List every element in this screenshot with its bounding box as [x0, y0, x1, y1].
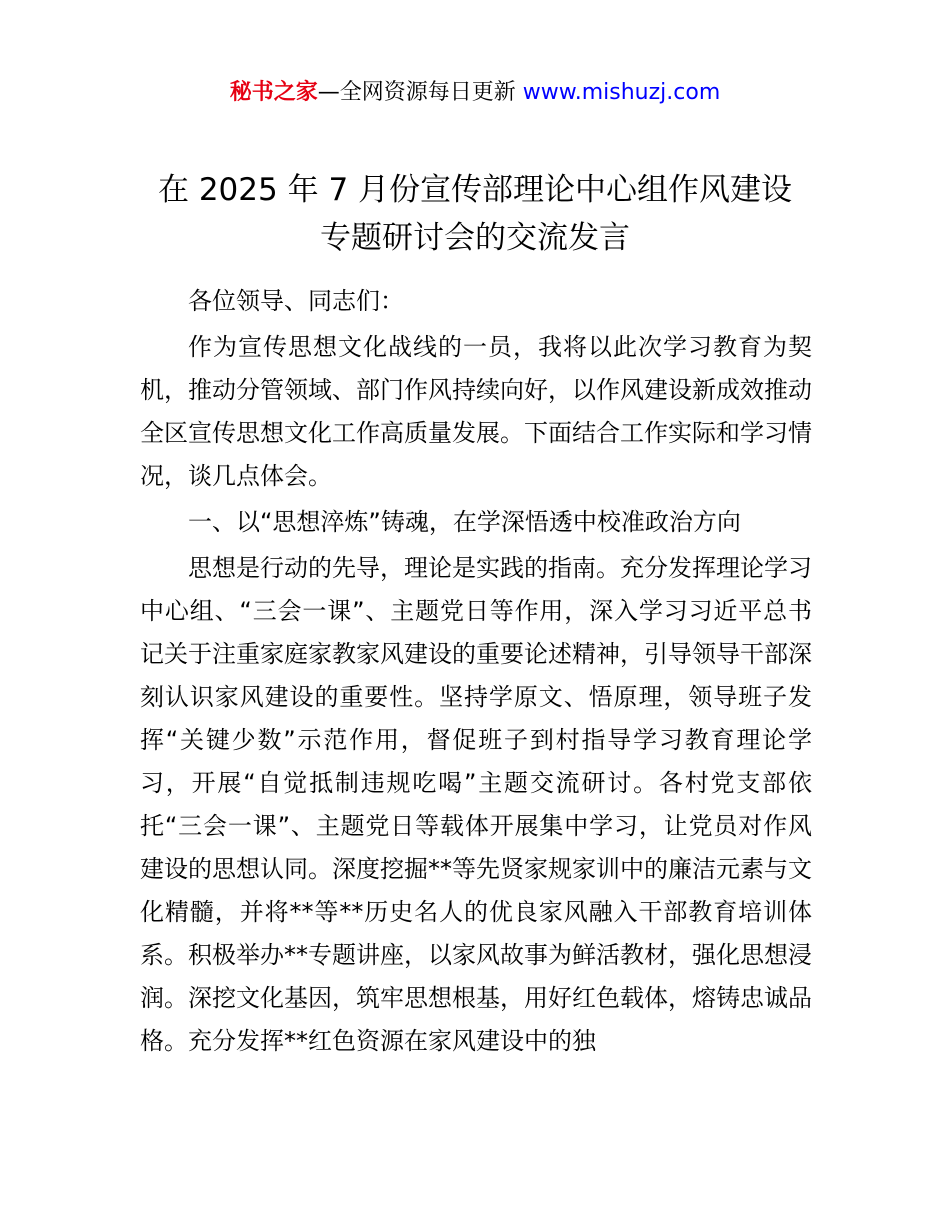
- site-tagline: —全网资源每日更新: [317, 80, 516, 105]
- section-1-heading: 一、以“思想淬炼”铸魂，在学深悟透中校准政治方向: [188, 508, 741, 536]
- salutation: 各位领导、同志们：: [188, 287, 404, 315]
- site-header: [0, 78, 950, 108]
- document-body: [140, 280, 812, 1066]
- title-line-1: 在 2025 年 7 月份宣传部理论中心组作风建设: [157, 172, 793, 208]
- section-1-paragraph: 思想是行动的先导，理论是实践的指南。充分发挥理论学习中心组、“三会一课”、主题党日等作用，深入学习习近平总书记关于注重家庭家教家风建设的重要论述精神，引导领导干部深刻认识家风建设的重要性。坚持学原文、悟原理，领导班子发挥“关键少数”示范作用，督促班子到村指导学习教育理论学习，开展“自觉抵制违规吃喝”主题交流研讨。各村党支部依托“三会一课”、主题党日等载体开展集中学习，让党员对作风建设的思想认同。深度挖掘**等先贤家规家训中的廉洁元素与文化精髓，并将**等**历史名人的优良家风融入干部教育培训体系。积极举办**专题讲座，以家风故事为鲜活教材，强化思想浸润。深挖文化基因，筑牢思想根基，用好红色载体，熔铸忠诚品格。充分发挥**红色资源在家风建设中的独: [140, 554, 812, 1055]
- intro-paragraph: 作为宣传思想文化战线的一员，我将以此次学习教育为契机，推动分管领域、部门作风持续向好，以作风建设新成效推动全区宣传思想文化工作高质量发展。下面结合工作实际和学习情况，谈几点体会。: [140, 333, 812, 490]
- title-line-2: 专题研讨会的交流发言: [320, 220, 630, 256]
- site-url-link[interactable]: www.mishuzj.com: [522, 80, 721, 105]
- document-title: [0, 166, 950, 262]
- site-brand: 秘书之家: [229, 80, 318, 105]
